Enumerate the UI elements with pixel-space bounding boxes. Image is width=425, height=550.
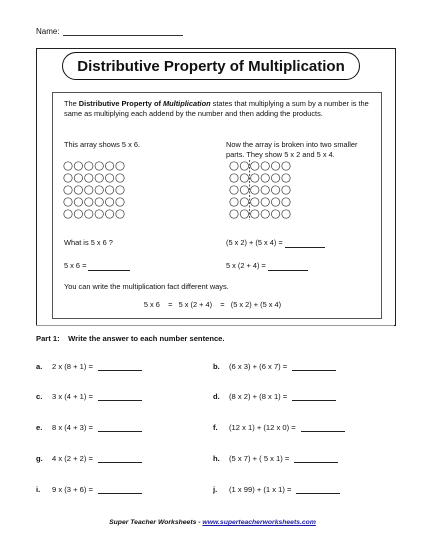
array-circle xyxy=(230,186,238,194)
array-circle xyxy=(251,210,259,218)
problem-letter: e. xyxy=(36,423,43,432)
array-circle xyxy=(105,198,113,206)
footer-brand: Super Teacher Worksheets - xyxy=(109,519,203,526)
array-circle xyxy=(271,210,279,218)
array-circle xyxy=(64,174,72,182)
array-circle xyxy=(116,186,124,194)
array-circle xyxy=(74,198,82,206)
right-equation-2 xyxy=(226,261,308,271)
name-field[interactable] xyxy=(63,27,183,36)
name-label: Name: xyxy=(36,27,60,36)
array-circle xyxy=(85,186,93,194)
array-circle xyxy=(251,162,259,170)
problem-expression: 2 x (8 + 1) = xyxy=(52,362,93,371)
answer-blank[interactable] xyxy=(268,263,308,271)
fact-line: 5 x 6 = 5 x (2 + 4) = (5 x 2) + (5 x 4) xyxy=(143,300,282,309)
array-circle xyxy=(240,186,248,194)
problem-letter: g. xyxy=(36,454,43,463)
problem-expression: 8 x (4 + 3) = xyxy=(52,423,93,432)
problem-letter: a. xyxy=(36,362,43,371)
array-circle xyxy=(105,210,113,218)
array-circle xyxy=(282,174,290,182)
array-circle xyxy=(64,162,72,170)
array-circle xyxy=(282,186,290,194)
array-circle xyxy=(95,162,103,170)
array-circle xyxy=(74,162,82,170)
array-circle xyxy=(95,210,103,218)
array-circle xyxy=(261,186,269,194)
answer-blank[interactable] xyxy=(98,393,142,401)
problem-item xyxy=(213,485,340,494)
answer-blank[interactable] xyxy=(98,363,142,371)
array-circle xyxy=(271,186,279,194)
problem-letter: i. xyxy=(36,485,41,494)
intro-rest: states that multiplying a sum by a number is the same as multiplying each addend by the number and then adding the products. xyxy=(64,99,369,118)
problem-letter: c. xyxy=(36,392,43,401)
answer-blank[interactable] xyxy=(292,393,336,401)
answer-blank[interactable] xyxy=(98,486,142,494)
answer-blank[interactable] xyxy=(285,240,325,248)
array-circle xyxy=(105,162,113,170)
array-circle xyxy=(240,198,248,206)
array-circle xyxy=(105,186,113,194)
problem-letter: j. xyxy=(213,485,218,494)
array-circle xyxy=(105,174,113,182)
intro-pre: The xyxy=(64,99,79,108)
name-row xyxy=(36,27,183,36)
array-circle xyxy=(261,210,269,218)
right-eq2-text: 5 x (2 + 4) = xyxy=(226,261,266,270)
array-circle xyxy=(240,162,248,170)
array-circle xyxy=(251,174,259,182)
array-circle xyxy=(282,198,290,206)
array-circle xyxy=(116,198,124,206)
array-split xyxy=(228,160,308,226)
problem-item xyxy=(213,454,338,463)
problem-expression: (5 x 7) + ( 5 x 1) = xyxy=(229,454,290,463)
footer-url[interactable]: www.superteacherworksheets.com xyxy=(202,519,316,526)
array-circle xyxy=(95,198,103,206)
array-circle xyxy=(282,210,290,218)
array-circle xyxy=(261,162,269,170)
page-title: Distributive Property of Multiplication xyxy=(62,52,360,80)
array-circle xyxy=(95,186,103,194)
array-circle xyxy=(240,174,248,182)
array-circle xyxy=(230,210,238,218)
right-caption: Now the array is broken into two smaller parts. They show 5 x 2 and 5 x 4. xyxy=(226,140,358,159)
write-text: You can write the multiplication fact different ways. xyxy=(64,282,229,291)
array-circle xyxy=(74,210,82,218)
array-circle xyxy=(230,198,238,206)
left-eq-text: 5 x 6 = xyxy=(64,261,87,270)
array-circle xyxy=(240,210,248,218)
left-caption: This array shows 5 x 6. xyxy=(64,140,140,149)
array-circle xyxy=(74,174,82,182)
left-question: What is 5 x 6 ? xyxy=(64,238,113,247)
array-circle xyxy=(116,174,124,182)
array-circle xyxy=(85,162,93,170)
array-circle xyxy=(64,210,72,218)
array-circle xyxy=(230,162,238,170)
array-circle xyxy=(116,162,124,170)
array-circle xyxy=(230,174,238,182)
part1-heading xyxy=(36,334,225,343)
array-circle xyxy=(64,186,72,194)
footer xyxy=(0,519,425,526)
array-circle xyxy=(74,186,82,194)
problem-expression: (1 x 99) + (1 x 1) = xyxy=(229,485,292,494)
array-circle xyxy=(116,210,124,218)
array-circle xyxy=(282,162,290,170)
problem-letter: h. xyxy=(213,454,220,463)
intro-bold-italic: Multiplication xyxy=(162,99,211,108)
problem-expression: 9 x (3 + 6) = xyxy=(52,485,93,494)
answer-blank[interactable] xyxy=(292,363,336,371)
problem-item xyxy=(36,362,142,371)
problem-item xyxy=(213,392,336,401)
answer-blank[interactable] xyxy=(301,424,345,432)
array-circle xyxy=(64,198,72,206)
part1-instruction: Write the answer to each number sentence. xyxy=(68,334,225,343)
part1-label: Part 1: xyxy=(36,334,60,343)
array-circle xyxy=(85,198,93,206)
problem-item xyxy=(213,423,345,432)
left-equation xyxy=(64,261,130,271)
problem-letter: b. xyxy=(213,362,220,371)
array-circle xyxy=(261,174,269,182)
problem-item xyxy=(36,454,142,463)
problem-letter: d. xyxy=(213,392,220,401)
array-5x6 xyxy=(62,160,142,226)
problem-item xyxy=(36,485,142,494)
answer-blank[interactable] xyxy=(88,263,130,271)
right-equation-1 xyxy=(226,238,325,248)
divider xyxy=(36,325,394,326)
array-circle xyxy=(261,198,269,206)
problem-item xyxy=(36,392,142,401)
problem-expression: 4 x (2 + 2) = xyxy=(52,454,93,463)
problem-expression: (8 x 2) + (8 x 1) = xyxy=(229,392,288,401)
array-circle xyxy=(271,174,279,182)
array-circle xyxy=(271,162,279,170)
problem-expression: (12 x 1) + (12 x 0) = xyxy=(229,423,296,432)
answer-blank[interactable] xyxy=(296,486,340,494)
problem-expression: 3 x (4 + 1) = xyxy=(52,392,93,401)
array-circle xyxy=(251,198,259,206)
array-circle xyxy=(85,174,93,182)
intro-text xyxy=(64,99,370,119)
answer-blank[interactable] xyxy=(98,424,142,432)
answer-blank[interactable] xyxy=(98,455,142,463)
problem-item xyxy=(36,423,142,432)
array-circle xyxy=(271,198,279,206)
array-circle xyxy=(85,210,93,218)
answer-blank[interactable] xyxy=(294,455,338,463)
problem-item xyxy=(213,362,336,371)
intro-bold: Distributive Property of xyxy=(78,99,163,108)
array-circle xyxy=(95,174,103,182)
array-circle xyxy=(251,186,259,194)
problem-expression: (6 x 3) + (6 x 7) = xyxy=(229,362,288,371)
problem-letter: f. xyxy=(213,423,218,432)
right-eq1-text: (5 x 2) + (5 x 4) = xyxy=(226,238,283,247)
